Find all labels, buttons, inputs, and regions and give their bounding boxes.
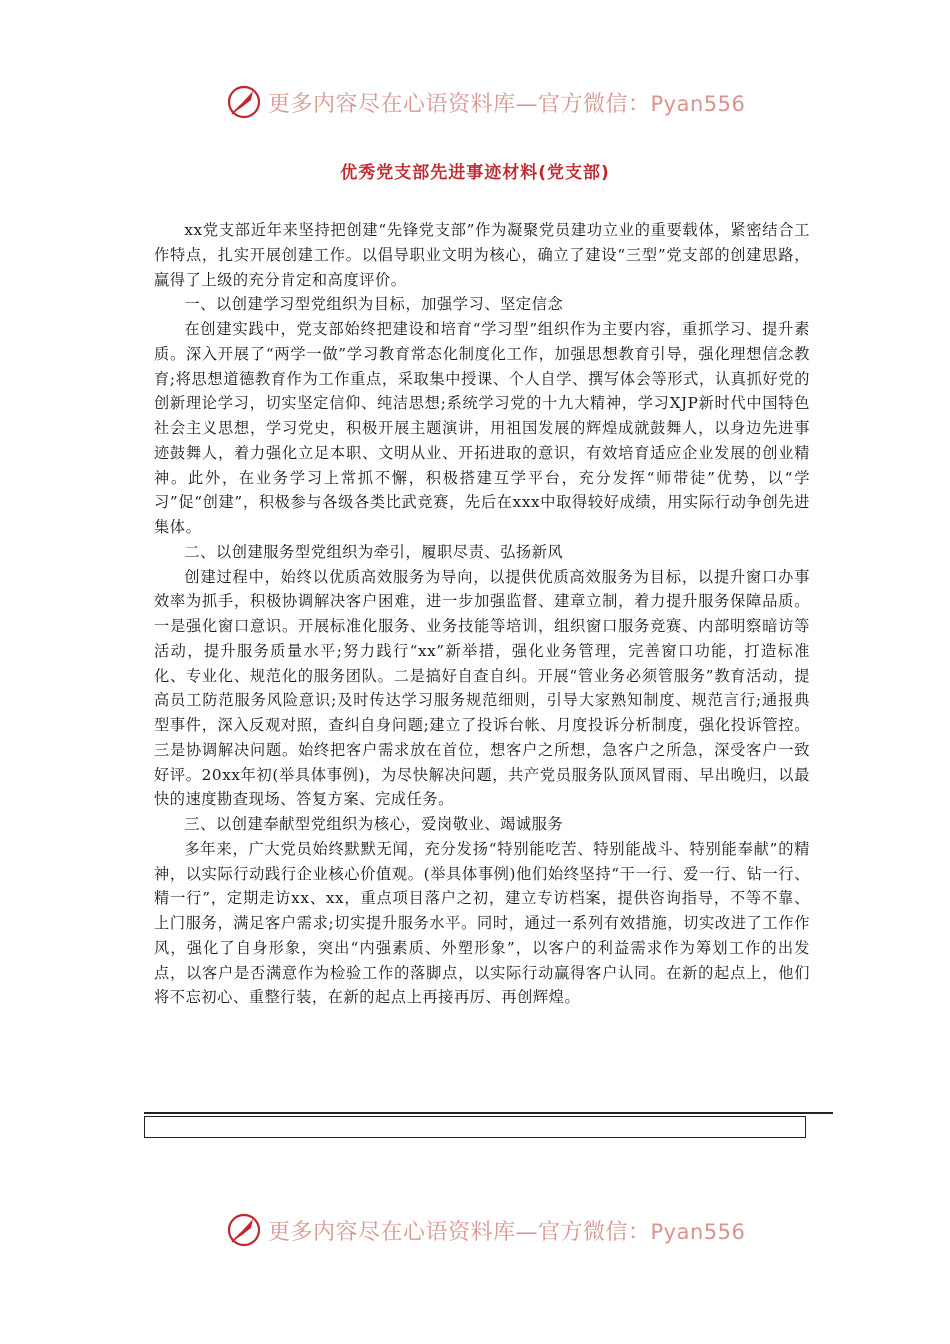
section-paragraph-1: 在创建实践中，党支部始终把建设和培育“学习型”组织作为主要内容，重抓学习、提升素质。深入开展了“两学一做”学习教育常态化制度化工作，加强思想教育引导，强化理想信念教育;将思想道德教育作为工作重点，采取集中授课、个人自学、撰写体会等形式，认真抓好党的创新理论学习，切实坚定信仰、纯洁思想;系统学习党的十九大精神，学习XJP新时代中国特色社会主义思想，学习党史，积极开展主题演讲，用祖国发展的辉煌成就鼓舞人，以身边先进事迹鼓舞人，着力强化立足本职、文明从业、开拓进取的意识，有效培育适应企业发展的创业精神。此外，在业务学习上常抓不懈，积极搭建互学平台，充分发挥“师带徒”优势，以“学习”促“创建”，积极参与各级各类比武竞赛，先后在xxx中取得较好成绩，用实际行动争创先进集体。 [154,320,810,536]
section-heading-1: 一、以创建学习型党组织为目标，加强学习、坚定信念 [184,295,564,314]
header-banner-text: 更多内容尽在心语资料库—官方微信：Pyan556 [268,91,746,117]
section-heading-3: 三、以创建奉献型党组织为核心，爱岗敬业、竭诚服务 [184,815,564,833]
header-banner [226,82,746,122]
section-heading-2: 二、以创建服务型党组织为牵引，履职尽责、弘扬新风 [184,542,564,561]
intro-paragraph: xx党支部近年来坚持把创建“先锋党支部”作为凝聚党员建功立业的重要载体，紧密结合工作特点，扎实开展创建工作。以倡导职业文明为核心，确立了建设“三型”党支部的创建思路，赢得了上级的充分肯定和高度评价。 [154,221,810,289]
header-wechat-account: Pyan556 [650,91,746,116]
document-title: 优秀党支部先进事迹材料(党支部) [340,163,610,183]
section-paragraph-2: 创建过程中，始终以优质高效服务为导向，以提供优质高效服务为目标，以提升窗口办事效率为抓手，积极协调解决客户困难，进一步加强监督、建章立制，着力提升服务保障品质。一是强化窗口意识。开展标准化服务、业务技能等培训，组织窗口服务竞赛、内部明察暗访等活动，提升服务质量水平;努力践行“xx”新举措，强化业务管理，完善窗口功能，打造标准化、专业化、规范化的服务团队。二是搞好自查自纠。开展“管业务必须管服务”教育活动，提高员工防范服务风险意识;及时传达学习服务规范细则，引导大家熟知制度、规范言行;通报典型事件，深入反观对照，查纠自身问题;建立了投诉台帐、月度投诉分析制度，强化投诉管控。三是协调解决问题。始终把客户需求放在首位，想客户之所想，急客户之所急，深受客户一致好评。20xx年初(举具体事例)，为尽快解决问题，共产党员服务队顶风冒雨、早出晚归，以最快的速度勘查现场、答复方案、完成任务。 [154,567,810,809]
footer-wechat-account: Pyan556 [650,1219,746,1244]
quill-logo-icon [226,1212,262,1248]
document-body [154,218,810,1010]
footer-banner [226,1210,746,1250]
section-paragraph-3: 多年来，广大党员始终默默无闻，充分发扬“特别能吃苦、特别能战斗、特别能奉献”的精神，以实际行动践行企业核心价值观。(举具体事例)他们始终坚持“干一行、爱一行、钻一行、精一行”，定期走访xx、xx，重点项目落户之初，建立专访档案，提供咨询指导，不等不靠、上门服务，满足客户需求;切实提升服务水平。同时，通过一系列有效措施，切实改进了工作作风，强化了自身形象，突出“内强素质、外塑形象”，以客户的利益需求作为筹划工作的出发点，以客户是否满意作为检验工作的落脚点，以实际行动赢得客户认同。在新的起点上，他们将不忘初心、重整行装，在新的起点上再接再厉、再创辉煌。 [154,839,810,1007]
footer-banner-text: 更多内容尽在心语资料库—官方微信：Pyan556 [268,1219,746,1245]
quill-logo-icon [226,84,262,120]
horizontal-rule [144,1112,833,1114]
empty-table-box [144,1116,806,1138]
